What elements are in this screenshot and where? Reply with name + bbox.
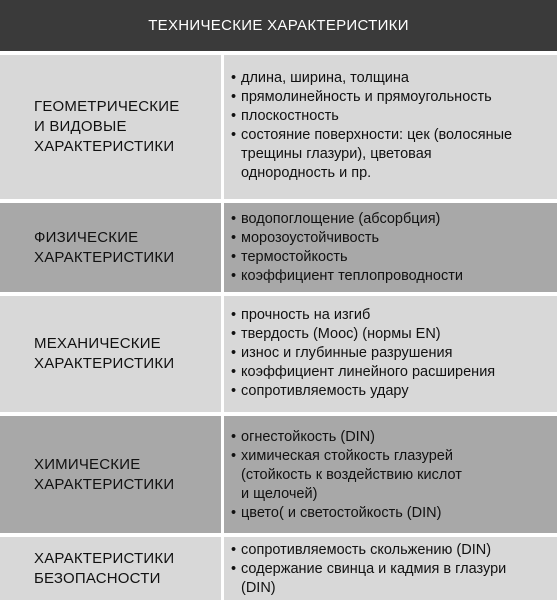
- table-row-safety: [0, 537, 557, 600]
- list-item: • водопоглощение (абсорбция): [231, 210, 557, 229]
- items-cell: [224, 416, 557, 533]
- list-item: • термостойкость: [231, 248, 557, 267]
- category-cell: [0, 55, 221, 199]
- list-item: • длина, ширина, толщина: [231, 69, 557, 88]
- list-item: • содержание свинца и кадмия в глазури (DIN): [231, 560, 557, 598]
- category-cell: [0, 296, 221, 412]
- category-cell: [0, 203, 221, 292]
- category-label: ХИМИЧЕСКИЕ ХАРАКТЕРИСТИКИ: [34, 455, 175, 493]
- table-row-mechanical: [0, 296, 557, 412]
- list-item: • твердость (Моос) (нормы EN): [231, 325, 557, 344]
- items-cell: [224, 55, 557, 199]
- list-item: • коэффициент теплопроводности: [231, 267, 557, 286]
- list-item: • плоскостность: [231, 107, 557, 126]
- items-cell: [224, 296, 557, 412]
- category-cell: [0, 537, 221, 600]
- items-list: [224, 541, 557, 598]
- items-cell: [224, 537, 557, 600]
- items-cell: [224, 203, 557, 292]
- category-cell: [0, 416, 221, 533]
- items-list: [224, 428, 557, 523]
- list-item: • коэффициент линейного расширения: [231, 363, 557, 382]
- list-item: • химическая стойкость глазурей (стойкость к воздействию кислот и щелочей): [231, 447, 557, 504]
- table-row-physical: [0, 203, 557, 292]
- list-item: • состояние поверхности: цек (волосяные трещины глазури), цветовая однородность и пр.: [231, 126, 557, 183]
- list-item: • сопротивляемость скольжению (DIN): [231, 541, 557, 560]
- list-item: • огнестойкость (DIN): [231, 428, 557, 447]
- category-label: ГЕОМЕТРИЧЕСКИЕ И ВИДОВЫЕ ХАРАКТЕРИСТИКИ: [34, 98, 180, 155]
- category-label: ХАРАКТЕРИСТИКИ БЕЗОПАСНОСТИ: [34, 549, 175, 587]
- table-row-chemical: [0, 416, 557, 533]
- items-list: [224, 69, 557, 183]
- category-label: МЕХАНИЧЕСКИЕ ХАРАКТЕРИСТИКИ: [34, 335, 175, 372]
- items-list: [224, 210, 557, 286]
- list-item: • морозоустойчивость: [231, 229, 557, 248]
- list-item: • сопротивляемость удару: [231, 382, 557, 401]
- list-item: • прочность на изгиб: [231, 306, 557, 325]
- list-item: • износ и глубинные разрушения: [231, 344, 557, 363]
- table-row-geometric: [0, 55, 557, 199]
- list-item: • прямолинейность и прямоугольность: [231, 88, 557, 107]
- table-title: ТЕХНИЧЕСКИЕ ХАРАКТЕРИСТИКИ: [0, 0, 557, 51]
- category-label: ФИЗИЧЕСКИЕ ХАРАКТЕРИСТИКИ: [34, 228, 175, 266]
- items-list: [224, 306, 557, 401]
- list-item: • цвето( и светостойкость (DIN): [231, 504, 557, 523]
